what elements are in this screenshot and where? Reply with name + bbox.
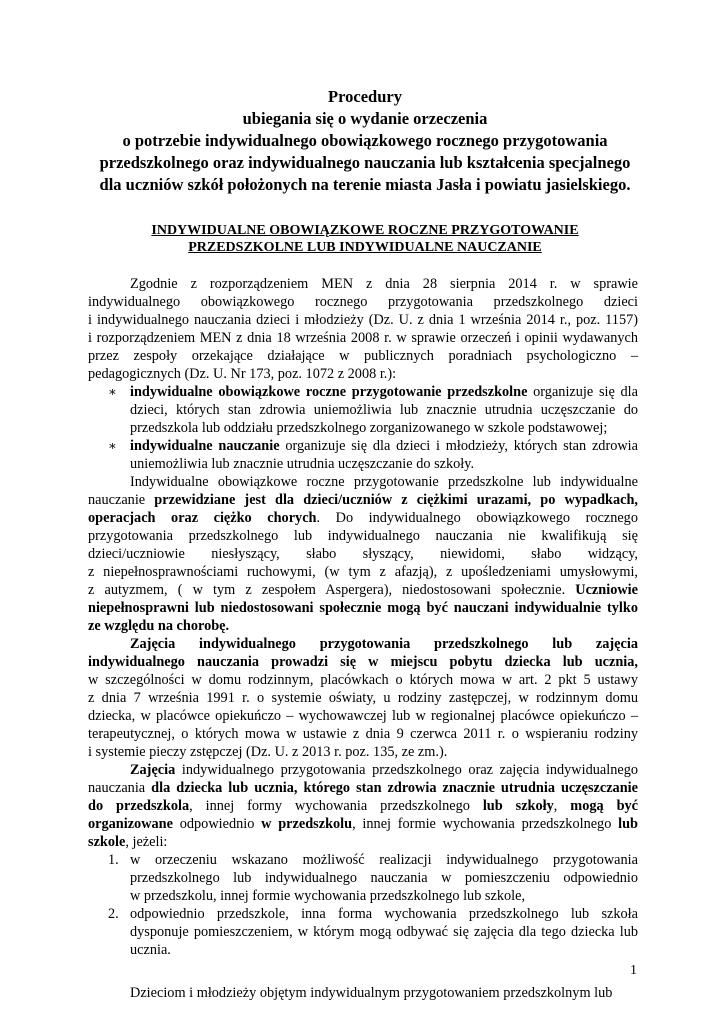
paragraph-line: i systemie pieczy zstępczej (Dz. U. z 2013 r. poz. 135, ze zm.). (88, 744, 448, 760)
bold-text: organizowane (88, 816, 173, 832)
paragraph-line (88, 833, 638, 851)
bullet-line (130, 383, 638, 401)
paragraph-line: indywidualnego nauczania prowadzi się w miejscu pobytu dziecka lub ucznia, (88, 654, 638, 670)
bold-text: przewidziane jest dla dzieci/uczniów z ciężkimi urazami, po wypadkach, (154, 492, 638, 508)
paragraph-line: niepełnosprawni lub niedostosowani społecznie mogą być nauczani indywidualnie tylko (88, 600, 638, 616)
paragraph-line: Zajęcia indywidualnego przygotowania przedszkolnego lub zajęcia (130, 636, 638, 652)
title-line: o potrzebie indywidualnego obowiązkowego rocznego przygotowania (122, 131, 608, 150)
bold-text: dla dziecka lub ucznia, którego stan zdrowia znacznie utrudnia uczęszczanie (151, 780, 638, 796)
list-item-line: odpowiednio przedszkole, inna forma wychowania przedszkolnego lub szkoła (130, 906, 638, 922)
paragraph-line (88, 509, 638, 527)
text: , jeżeli: (125, 834, 168, 850)
document-title (70, 86, 660, 196)
paragraph-line: Indywidualne obowiązkowe roczne przygotowanie przedszkolne lub indywidualne (130, 474, 638, 490)
title-line: przedszkolnego oraz indywidualnego nauczania lub kształcenia specjalnego (99, 153, 631, 172)
bold-text: Uczniowie (575, 582, 638, 598)
bullet-line: dzieci, których stan zdrowia uniemożliwia lub znacznie utrudnia uczęszczanie do (130, 402, 638, 418)
bold-text: indywidualne obowiązkowe roczne przygotowanie przedszkolne (130, 384, 528, 400)
title-line: Procedury (328, 87, 402, 106)
text: organizuje się dla dzieci i młodzieży, których stan zdrowia (279, 438, 639, 454)
paragraph-line (88, 815, 638, 833)
paragraph-line: terapeutycznej, o których mowa w ustawie z dnia 9 czerwca 2011 r. o wspieraniu rodziny (88, 726, 638, 742)
list-number: 1. (108, 852, 119, 868)
bold-text: indywidualne nauczanie (130, 438, 280, 454)
text: nauczania (88, 780, 152, 796)
paragraph-line: ze względu na chorobę. (88, 618, 230, 634)
bullet-marker: ∗ (108, 438, 117, 453)
bold-text: mogą być (570, 798, 639, 814)
list-item-line: przedszkolnego lub indywidualnego nauczania w pomieszczeniu odpowiednio (130, 870, 638, 886)
bold-text: lub (618, 816, 638, 832)
section-heading-line: PRZEDSZKOLNE LUB INDYWIDUALNE NAUCZANIE (188, 240, 542, 255)
bullet-line: uniemożliwia lub znacznie utrudnia uczęszczanie do szkoły. (130, 456, 475, 472)
bold-text: lub szkoły (482, 798, 554, 814)
bold-text: Zajęcia (130, 762, 176, 778)
bold-text: operacjach oraz ciężko chorych (88, 510, 317, 526)
paragraph-line: w szczególności w domu rodzinnym, placówkach o których mowa w art. 2 pkt 5 ustawy (88, 672, 638, 688)
list-item-line: dysponuje pomieszczeniem, w którym mogą odbywać się zajęcia dla tego dziecka lub (130, 924, 638, 940)
paragraph-line: Zgodnie z rozporządzeniem MEN z dnia 28 sierpnia 2014 r. w sprawie (130, 276, 638, 292)
paragraph-line (88, 581, 638, 599)
section-heading-line: INDYWIDUALNE OBOWIĄZKOWE ROCZNE PRZYGOTOWANIE (151, 223, 579, 238)
title-line: dla uczniów szkół położonych na terenie miasta Jasła i powiatu jasielskiego. (99, 175, 631, 194)
paragraph-line: i rozporządzeniem MEN z dnia 18 września 2008 r. w sprawie orzeczeń i opinii wydawanych (88, 330, 638, 346)
paragraph-line (88, 491, 638, 509)
bold-text: do przedszkola (88, 798, 190, 814)
list-item-line: w orzeczeniu wskazano możliwość realizacji indywidualnego przygotowania (130, 852, 638, 868)
paragraph-line: i indywidualnego nauczania dzieci i młodzieży (Dz. U. z dnia 1 września 2014 r., poz. 1157) (88, 312, 638, 328)
text: , innej formie wychowania przedszkolnego (352, 816, 619, 832)
paragraph-line (88, 779, 638, 797)
paragraph-line (88, 797, 638, 815)
paragraph-line: pedagogicznych (Dz. U. Nr 173, poz. 1072 z 2008 r.): (88, 366, 397, 382)
bullet-line (130, 437, 638, 455)
text: indywidualnego przygotowania przedszkolnego oraz zajęcia indywidualnego (175, 762, 638, 778)
title-line: ubiegania się o wydanie orzeczenia (242, 109, 488, 128)
section-heading (100, 222, 630, 256)
paragraph-line: Dzieciom i młodzieży objętym indywidualnym przygotowaniem przedszkolnym lub (130, 985, 613, 1001)
bullet-line: przedszkola lub oddziału przedszkolnego zorganizowanego w szkole podstawowej; (130, 420, 608, 436)
text: z autyzmem, ( w tym z zespołem Aspergera), niedostosowani społecznie. (88, 582, 576, 598)
bold-text: w przedszkolu (261, 816, 353, 832)
text: . Do indywidualnego obowiązkowego rocznego (316, 510, 638, 526)
text: , (553, 798, 571, 814)
text: odpowiednio (172, 816, 262, 832)
text: , innej formy wychowania przedszkolnego (189, 798, 483, 814)
page-number: 1 (630, 963, 637, 978)
paragraph-line (130, 761, 638, 779)
paragraph-line: dziecka, w placówce opiekuńczo – wychowawczej lub w regionalnej placówce opiekuńczo – (88, 708, 638, 724)
bold-text: szkole (88, 834, 126, 850)
list-number: 2. (108, 906, 119, 922)
paragraph-line: przez zespoły orzekające działające w publicznych poradniach psychologiczno – (88, 348, 638, 364)
text: nauczanie (88, 492, 155, 508)
text: organizuje się dla (527, 384, 638, 400)
list-item-line: w przedszkolu, innej formie wychowania przedszkolnego lub szkole, (130, 888, 526, 904)
paragraph-line: indywidualnego obowiązkowego rocznego przygotowania przedszkolnego dzieci (88, 294, 638, 310)
list-item-line: ucznia. (130, 942, 171, 958)
bullet-marker: ∗ (108, 384, 117, 399)
paragraph-line: z dnia 7 września 1991 r. o systemie oświaty, u rodziny zastępczej, w rodzinnym domu (88, 690, 638, 706)
paragraph-line: dzieci/uczniowie niesłyszący, słabo słyszący, niewidomi, słabo widzący, (88, 546, 638, 562)
paragraph-line: z niepełnosprawnościami ruchowymi, (w tym z afazją), z upośledzeniami umysłowymi, (88, 564, 638, 580)
paragraph-line: przygotowania przedszkolnego lub indywidualnego nauczania nie kwalifikują się (88, 528, 638, 544)
